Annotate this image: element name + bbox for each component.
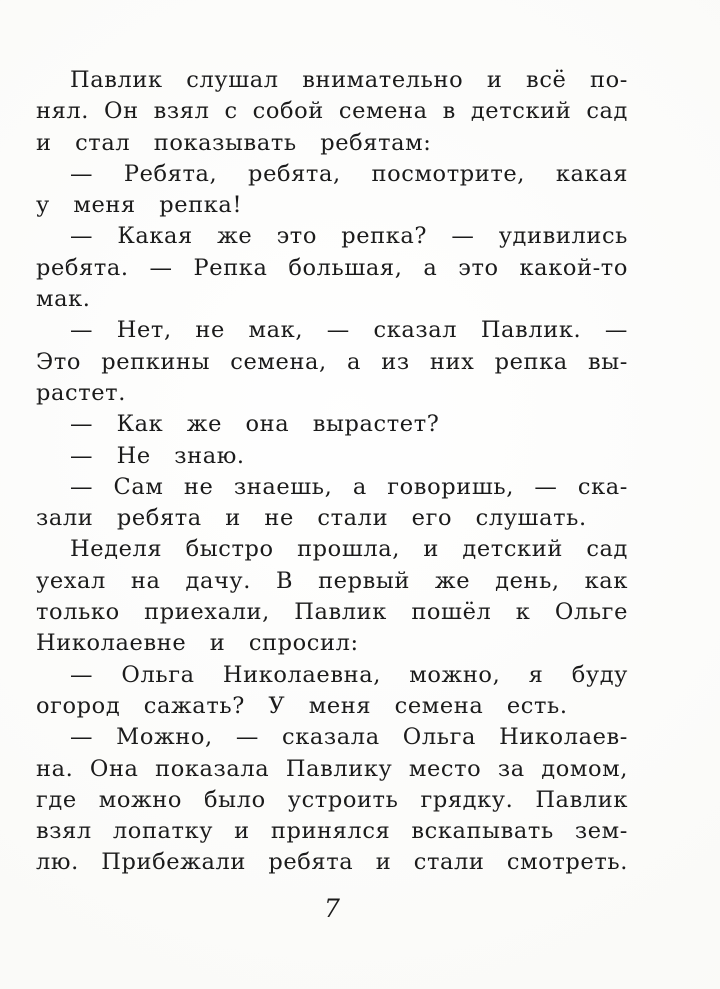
text-line: нял. Он взял с собой семена в детский сад: [36, 98, 628, 125]
text-line: зали ребята и не стали его слушать.: [36, 505, 587, 532]
text-line: Это репкины семена, а из них репка вы-: [36, 348, 628, 375]
text-line: где можно было устроить грядку. Павлик: [36, 786, 628, 813]
text-line: ребята. — Репка большая, а это какой-то: [36, 254, 628, 281]
text-line: у меня репка!: [36, 192, 243, 219]
text-line: только приехали, Павлик пошёл к Ольге: [36, 599, 628, 626]
text-line: — Как же она вырастет?: [70, 411, 440, 438]
text-line: на. Она показала Павлику место за домом,: [36, 755, 628, 782]
story-text: [36, 65, 628, 879]
text-line: Неделя быстро прошла, и детский сад: [70, 536, 628, 563]
text-line: лю. Прибежали ребята и стали смотреть.: [36, 849, 628, 876]
text-line: — Нет, не мак, — сказал Павлик. —: [70, 317, 628, 344]
page-number: 7: [324, 894, 340, 923]
text-line: взял лопатку и принялся вскапывать зем-: [36, 818, 628, 845]
text-line: — Ребята, ребята, посмотрите, какая: [70, 160, 628, 187]
text-line: — Можно, — сказала Ольга Николаев-: [70, 724, 628, 751]
text-line: и стал показывать ребятам:: [36, 129, 432, 156]
text-line: растет.: [36, 379, 126, 406]
text-line: огород сажать? У меня семена есть.: [36, 692, 568, 719]
text-line: уехал на дачу. В первый же день, как: [36, 567, 628, 594]
text-line: — Ольга Николаевна, можно, я буду: [70, 661, 628, 688]
text-line: Павлик слушал внимательно и всё по-: [70, 67, 628, 93]
text-line: — Сам не знаешь, а говоришь, — ска-: [70, 473, 628, 500]
text-line: — Какая же это репка? — удивились: [70, 223, 628, 250]
text-line: мак.: [36, 286, 91, 313]
text-line: Николаевне и спросил:: [36, 630, 359, 657]
text-line: — Не знаю.: [70, 442, 245, 469]
